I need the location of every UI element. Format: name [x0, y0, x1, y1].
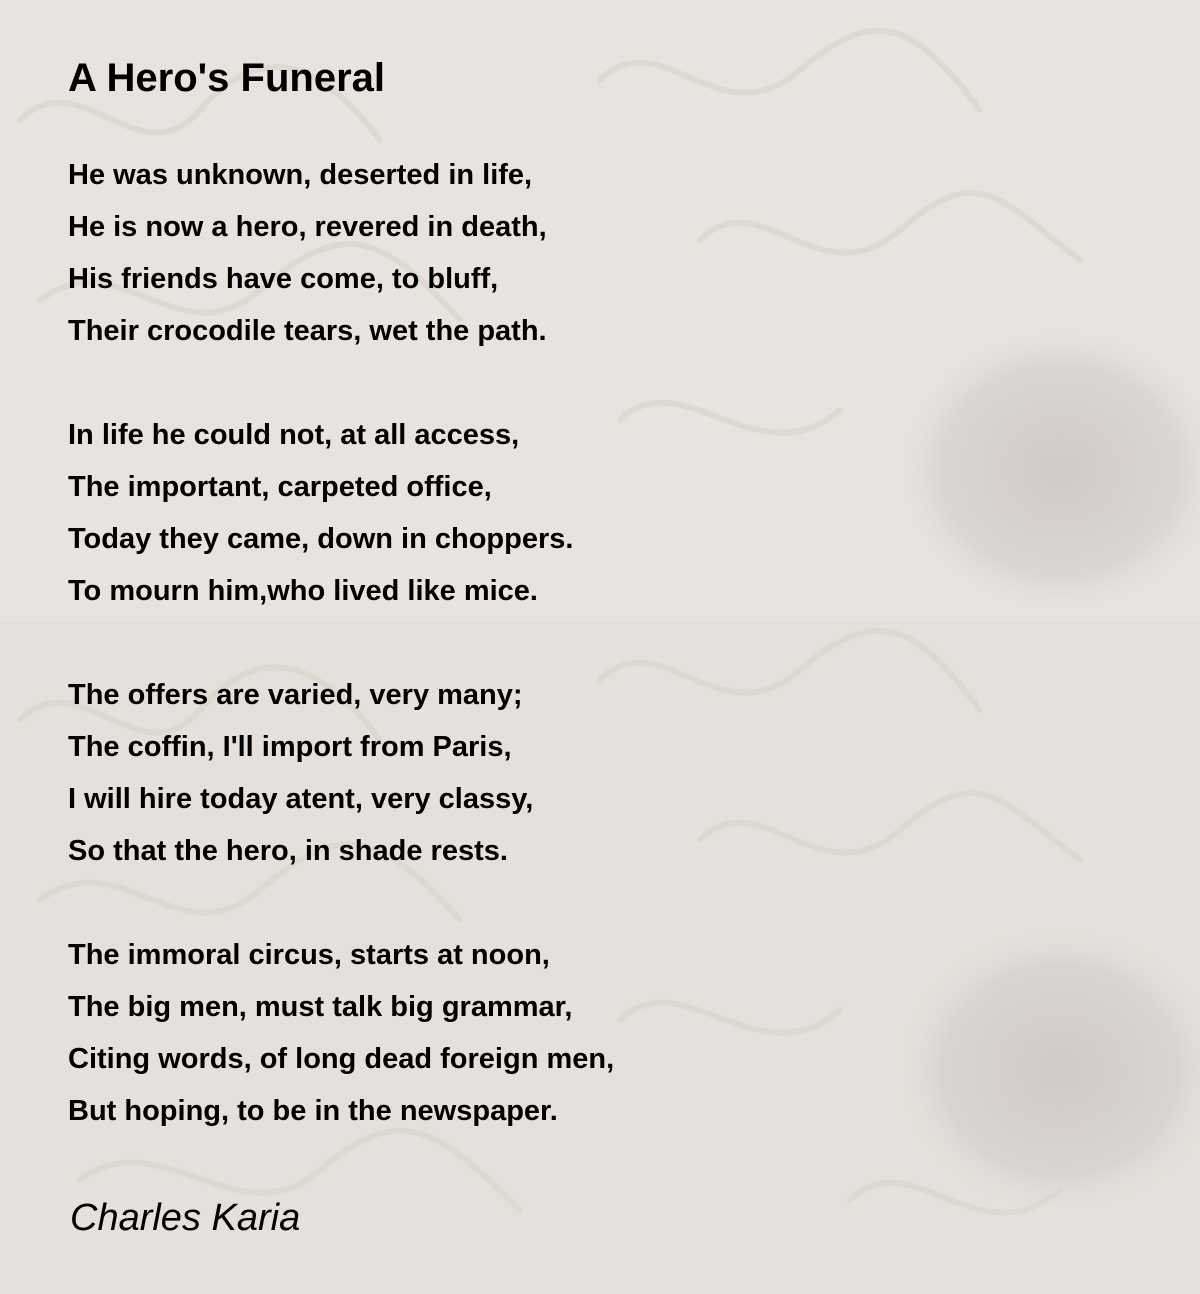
stanza-2: [68, 409, 573, 617]
poem-title: A Hero's Funeral: [68, 56, 385, 100]
poem-line: But hoping, to be in the newspaper.: [68, 1095, 558, 1127]
poem-line: Citing words, of long dead foreign men,: [68, 1043, 615, 1075]
poem-line: Today they came, down in choppers.: [68, 523, 574, 555]
poem-line: I will hire today atent, very classy,: [68, 783, 534, 815]
poem-line: The important, carpeted office,: [68, 471, 492, 503]
poem-line: He is now a hero, revered in death,: [68, 211, 547, 243]
stanza-3: [68, 669, 533, 877]
poem-line: To mourn him,who lived like mice.: [68, 575, 538, 607]
poem-line: The offers are varied, very many;: [68, 679, 523, 711]
poem-line: Their crocodile tears, wet the path.: [68, 315, 547, 347]
poem-line: In life he could not, at all access,: [68, 419, 520, 451]
poem-line: The immoral circus, starts at noon,: [68, 939, 550, 971]
poem-line: His friends have come, to bluff,: [68, 263, 499, 295]
poem-line: So that the hero, in shade rests.: [68, 835, 508, 867]
poem-author: Charles Karia: [70, 1197, 301, 1239]
stanza-4: [68, 929, 614, 1137]
poem-line: The big men, must talk big grammar,: [68, 991, 573, 1023]
poem-line: He was unknown, deserted in life,: [68, 159, 533, 191]
poem-line: The coffin, I'll import from Paris,: [68, 731, 512, 763]
stanza-1: [68, 149, 547, 357]
